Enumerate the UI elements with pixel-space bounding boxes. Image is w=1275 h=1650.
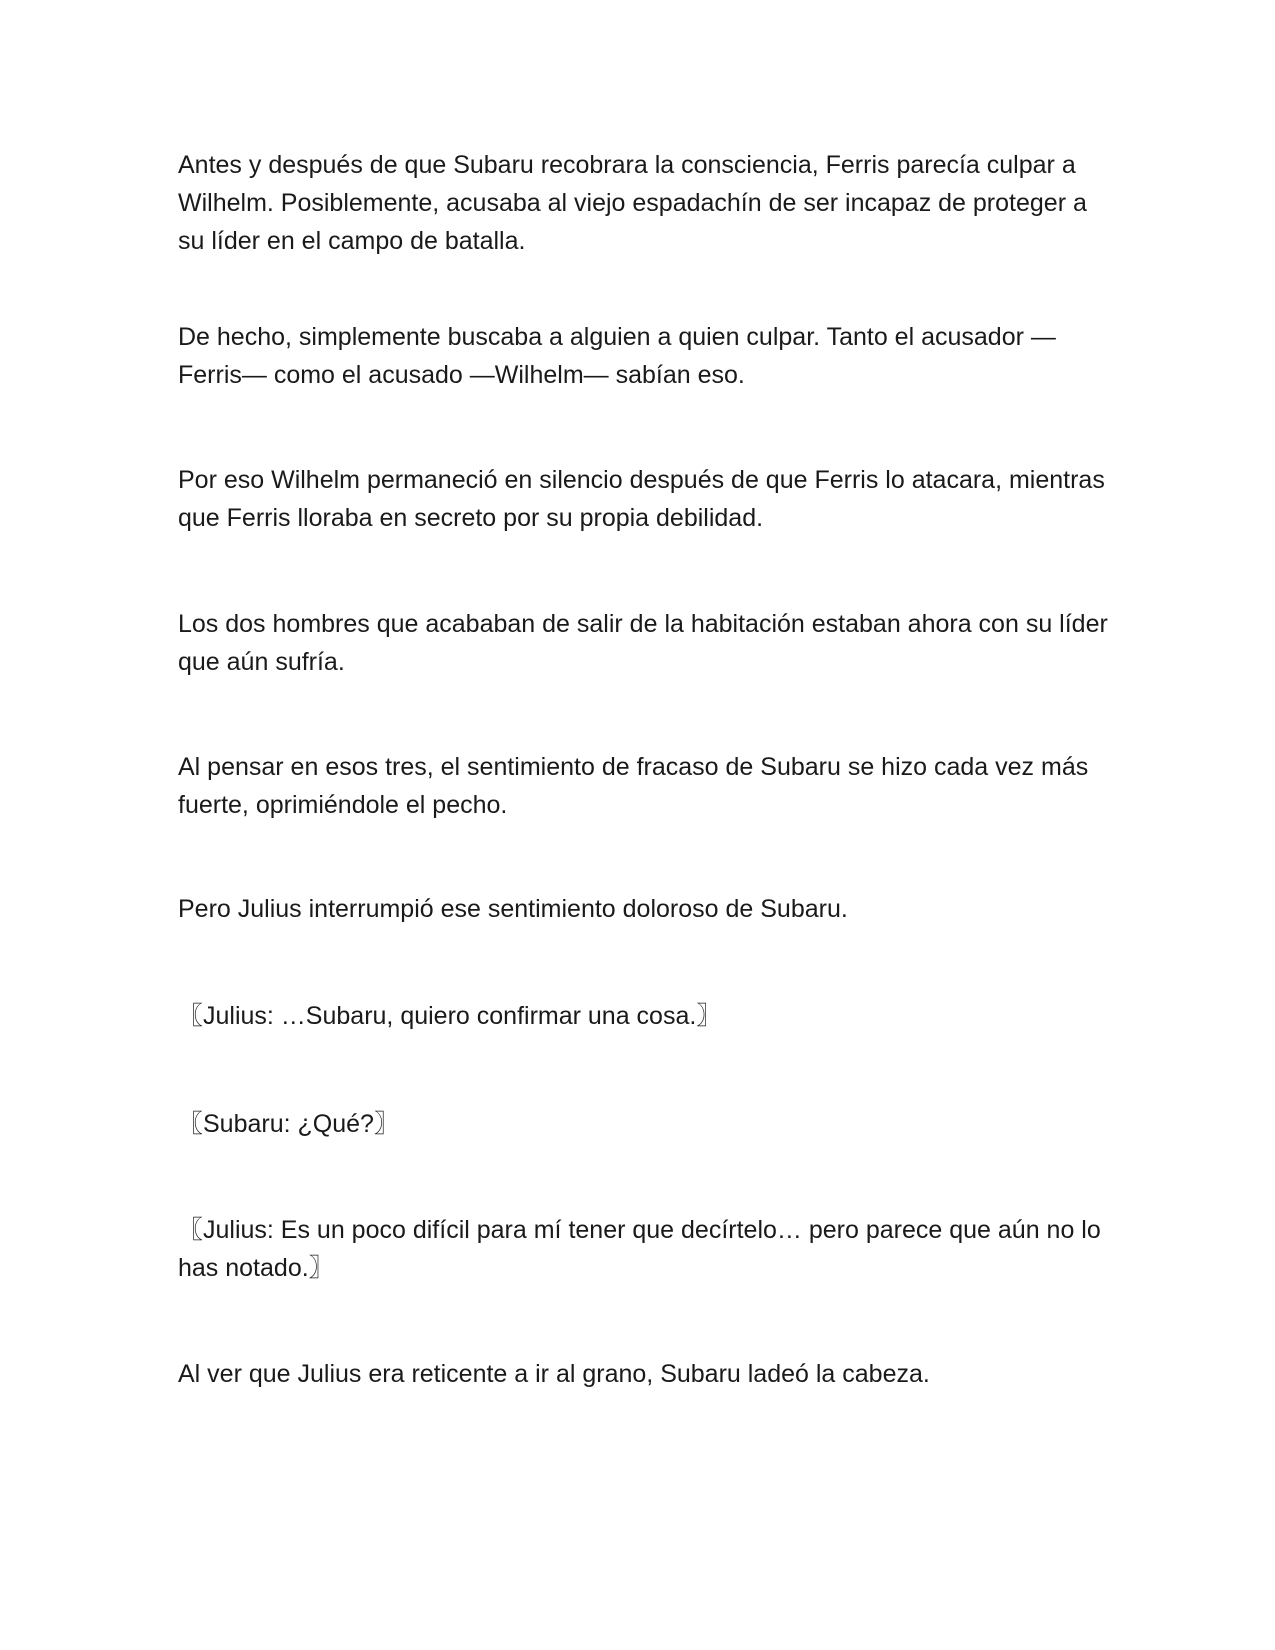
paragraph-5: Al pensar en esos tres, el sentimiento de fracaso de Subaru se hizo cada vez más fuerte, oprimiéndole el pecho. xyxy=(178,753,1089,819)
dialogue-julius-2: 〖Julius: Es un poco difícil para mí tener que decírtelo… pero parece que aún no lo has notado.〗 xyxy=(178,1216,1101,1282)
paragraph-1: Antes y después de que Subaru recobrara la consciencia, Ferris parecía culpar a Wilhelm. Posiblemente, acusaba al viejo espadachín de ser incapaz de proteger a su líder en el campo de batalla. xyxy=(178,151,1087,255)
dialogue-subaru-1: 〖Subaru: ¿Qué?〗 xyxy=(178,1110,399,1138)
paragraph-3: Por eso Wilhelm permaneció en silencio después de que Ferris lo atacara, mientras que Ferris lloraba en secreto por su propia debilidad. xyxy=(178,466,1105,532)
paragraph-2: De hecho, simplemente buscaba a alguien a quien culpar. Tanto el acusador —Ferris— como el acusado —Wilhelm— sabían eso. xyxy=(178,323,1056,389)
dialogue-julius-1: 〖Julius: …Subaru, quiero confirmar una cosa.〗 xyxy=(178,1002,722,1030)
paragraph-6: Pero Julius interrumpió ese sentimiento doloroso de Subaru. xyxy=(178,895,848,923)
paragraph-7: Al ver que Julius era reticente a ir al grano, Subaru ladeó la cabeza. xyxy=(178,1360,930,1388)
paragraph-4: Los dos hombres que acababan de salir de la habitación estaban ahora con su líder que aún sufría. xyxy=(178,610,1108,676)
